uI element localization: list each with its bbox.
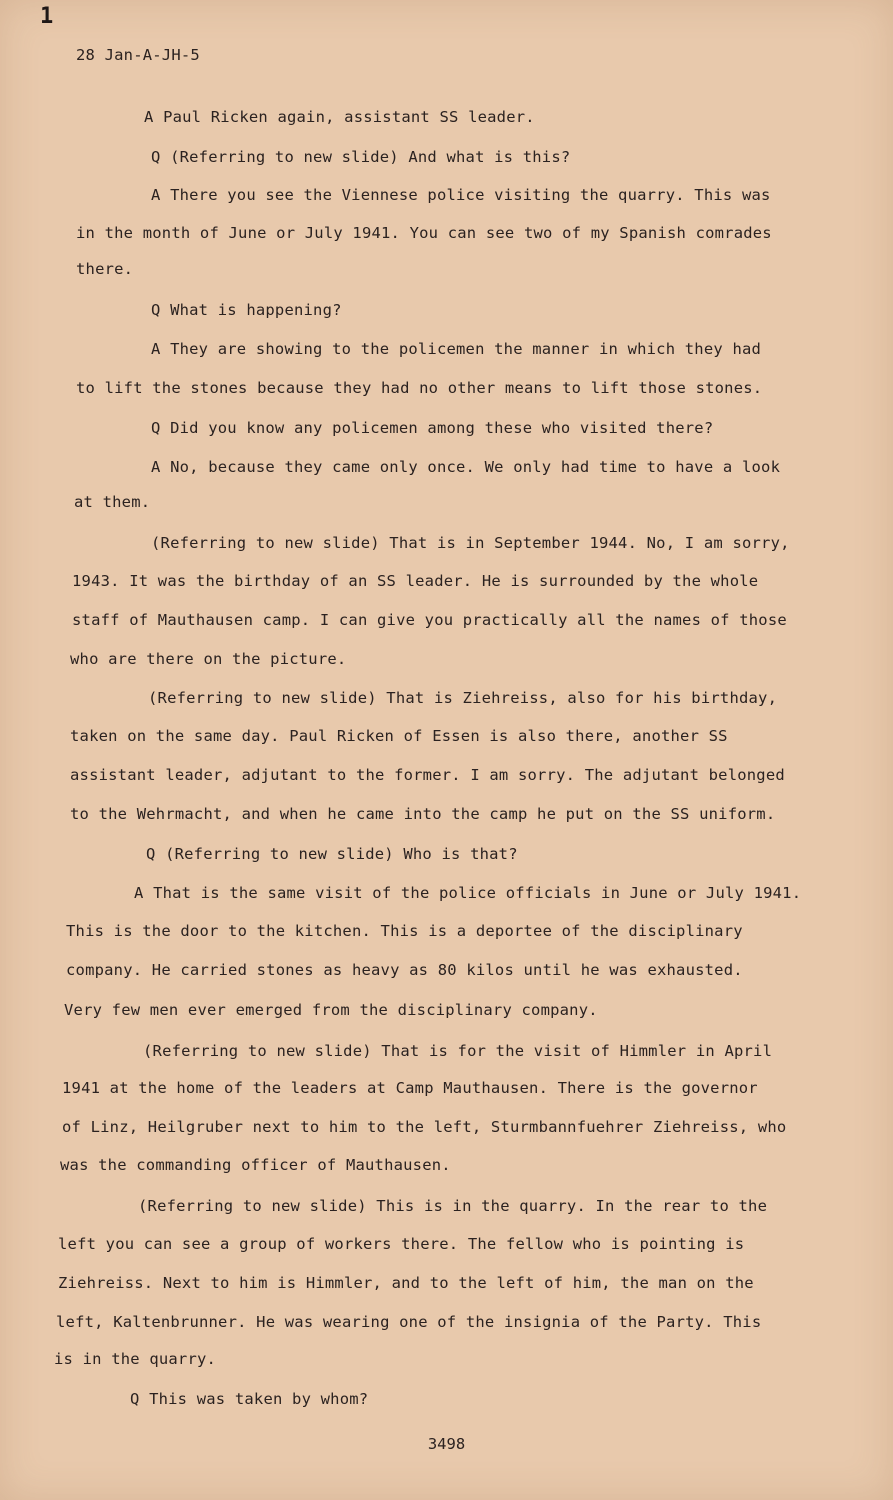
text-line: (Referring to new slide) That is Ziehreiss, also for his birthday, [148,689,778,707]
text-line: there. [76,260,134,278]
text-line: Q Did you know any policemen among these who visited there? [151,419,714,437]
page-header: 28 Jan-A-JH-5 [76,46,200,64]
text-line: A No, because they came only once. We only had time to have a look [151,458,781,476]
text-line: left, Kaltenbrunner. He was wearing one of the insignia of the Party. This [56,1313,762,1331]
text-line: (Referring to new slide) That is for the visit of Himmler in April [143,1042,773,1060]
text-line: (Referring to new slide) That is in September 1944. No, I am sorry, [151,534,790,552]
text-line: to lift the stones because they had no other means to lift those stones. [76,379,763,397]
text-line: to the Wehrmacht, and when he came into the camp he put on the SS uniform. [70,805,776,823]
text-line: at them. [74,493,151,511]
text-line: Q (Referring to new slide) And what is this? [151,148,571,166]
text-line: Q (Referring to new slide) Who is that? [146,845,518,863]
text-line: in the month of June or July 1941. You can see two of my Spanish comrades [76,224,772,242]
text-line: Ziehreiss. Next to him is Himmler, and to the left of him, the man on the [58,1274,754,1292]
text-line: Q What is happening? [151,301,342,319]
text-line: A There you see the Viennese police visiting the quarry. This was [151,186,771,204]
text-line: A They are showing to the policemen the manner in which they had [151,340,762,358]
text-line: is in the quarry. [54,1350,217,1368]
text-line: staff of Mauthausen camp. I can give you practically all the names of those [72,611,787,629]
text-line: taken on the same day. Paul Ricken of Essen is also there, another SS [70,727,728,745]
text-line: 1941 at the home of the leaders at Camp Mauthausen. There is the governor [62,1079,758,1097]
text-line: A Paul Ricken again, assistant SS leader. [144,108,535,126]
text-line: left you can see a group of workers there. The fellow who is pointing is [58,1235,745,1253]
page-number: 3498 [427,1435,466,1453]
text-line: This is the door to the kitchen. This is a deportee of the disciplinary [66,922,743,940]
text-line: was the commanding officer of Mauthausen. [60,1156,451,1174]
corner-mark: 1 [40,4,54,29]
text-line: of Linz, Heilgruber next to him to the left, Sturmbannfuehrer Ziehreiss, who [62,1118,787,1136]
text-line: who are there on the picture. [70,650,347,668]
text-line: assistant leader, adjutant to the former. I am sorry. The adjutant belonged [70,766,785,784]
text-line: 1943. It was the birthday of an SS leader. He is surrounded by the whole [72,572,759,590]
text-line: Very few men ever emerged from the disciplinary company. [64,1001,598,1019]
text-line: Q This was taken by whom? [130,1390,369,1408]
text-line: company. He carried stones as heavy as 80 kilos until he was exhausted. [66,961,743,979]
text-line: (Referring to new slide) This is in the quarry. In the rear to the [138,1197,768,1215]
text-line: A That is the same visit of the police officials in June or July 1941. [134,884,802,902]
